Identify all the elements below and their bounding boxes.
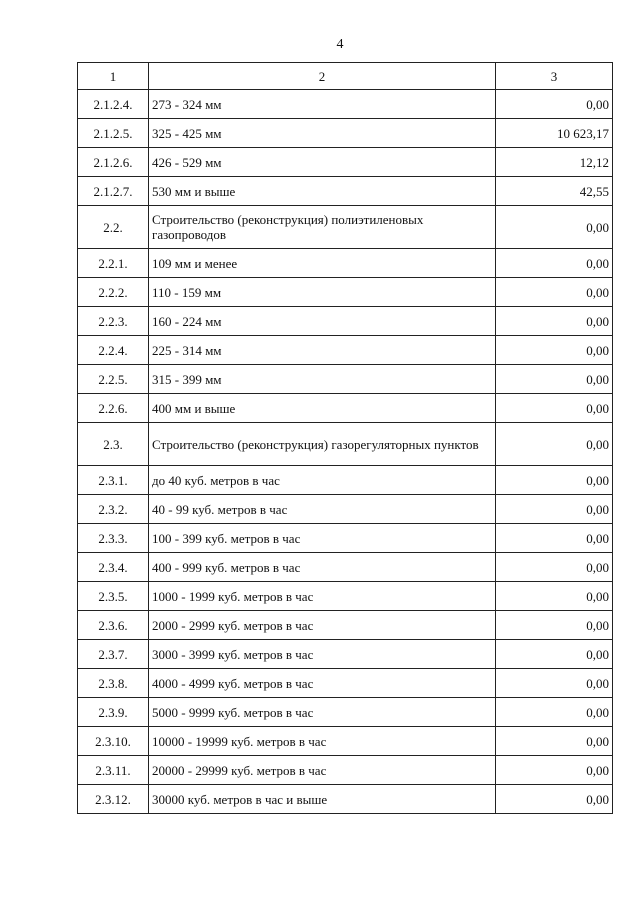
- table-row: [78, 553, 613, 582]
- table-row: [78, 756, 613, 785]
- row-number-cell: 2.3.12.: [78, 785, 149, 814]
- row-description-cell: 530 мм и выше: [149, 177, 496, 206]
- row-value-cell: 0,00: [496, 582, 613, 611]
- row-value-cell: 0,00: [496, 640, 613, 669]
- table-row: [78, 278, 613, 307]
- row-description-cell: 10000 - 19999 куб. метров в час: [149, 727, 496, 756]
- row-description-cell: 315 - 399 мм: [149, 365, 496, 394]
- row-value-cell: 0,00: [496, 365, 613, 394]
- table-row: [78, 582, 613, 611]
- row-description-cell: до 40 куб. метров в час: [149, 466, 496, 495]
- row-number-cell: 2.2.6.: [78, 394, 149, 423]
- table-row: [78, 524, 613, 553]
- row-description-cell: 400 мм и выше: [149, 394, 496, 423]
- row-number-cell: 2.2.2.: [78, 278, 149, 307]
- table-row: [78, 365, 613, 394]
- table-row: [78, 394, 613, 423]
- row-description-cell: 325 - 425 мм: [149, 119, 496, 148]
- row-description-cell: 100 - 399 куб. метров в час: [149, 524, 496, 553]
- row-description-cell: 110 - 159 мм: [149, 278, 496, 307]
- row-number-cell: 2.1.2.6.: [78, 148, 149, 177]
- table-row: [78, 177, 613, 206]
- row-value-cell: 0,00: [496, 278, 613, 307]
- row-value-cell: 0,00: [496, 785, 613, 814]
- row-number-cell: 2.2.4.: [78, 336, 149, 365]
- row-value-cell: 0,00: [496, 756, 613, 785]
- page-number: 4: [336, 37, 344, 52]
- row-description-cell: 5000 - 9999 куб. метров в час: [149, 698, 496, 727]
- row-value-cell: 42,55: [496, 177, 613, 206]
- row-value-cell: 0,00: [496, 307, 613, 336]
- row-value-cell: 0,00: [496, 524, 613, 553]
- row-value-cell: 0,00: [496, 698, 613, 727]
- row-number-cell: 2.3.1.: [78, 466, 149, 495]
- table-row: [78, 206, 613, 249]
- row-description-cell: 1000 - 1999 куб. метров в час: [149, 582, 496, 611]
- table-row: [78, 466, 613, 495]
- row-number-cell: 2.3.7.: [78, 640, 149, 669]
- table-row: [78, 669, 613, 698]
- row-number-cell: 2.1.2.7.: [78, 177, 149, 206]
- table-row: [78, 785, 613, 814]
- row-value-cell: 0,00: [496, 90, 613, 119]
- row-description-cell: 2000 - 2999 куб. метров в час: [149, 611, 496, 640]
- table-row: [78, 611, 613, 640]
- row-value-cell: 0,00: [496, 669, 613, 698]
- row-number-cell: 2.2.: [78, 206, 149, 249]
- row-description-cell: 225 - 314 мм: [149, 336, 496, 365]
- row-number-cell: 2.1.2.4.: [78, 90, 149, 119]
- row-description-cell: 400 - 999 куб. метров в час: [149, 553, 496, 582]
- row-description-cell: 4000 - 4999 куб. метров в час: [149, 669, 496, 698]
- row-value-cell: 0,00: [496, 394, 613, 423]
- table-row: [78, 336, 613, 365]
- row-number-cell: 2.2.5.: [78, 365, 149, 394]
- table-row: [78, 249, 613, 278]
- row-value-cell: 0,00: [496, 423, 613, 466]
- row-number-cell: 2.3.4.: [78, 553, 149, 582]
- row-description-cell: 30000 куб. метров в час и выше: [149, 785, 496, 814]
- table-row: [78, 119, 613, 148]
- tariff-table: [77, 62, 613, 814]
- row-description-cell: 273 - 324 мм: [149, 90, 496, 119]
- row-value-cell: 10 623,17: [496, 119, 613, 148]
- row-number-cell: 2.3.: [78, 423, 149, 466]
- row-description-cell: 20000 - 29999 куб. метров в час: [149, 756, 496, 785]
- row-number-cell: 2.3.9.: [78, 698, 149, 727]
- column-header-2: 2: [149, 63, 496, 90]
- row-number-cell: 2.3.10.: [78, 727, 149, 756]
- row-description-cell: 109 мм и менее: [149, 249, 496, 278]
- row-value-cell: 0,00: [496, 206, 613, 249]
- row-value-cell: 0,00: [496, 249, 613, 278]
- column-header-1: 1: [78, 63, 149, 90]
- table-body: [78, 63, 613, 814]
- row-value-cell: 0,00: [496, 466, 613, 495]
- row-value-cell: 0,00: [496, 336, 613, 365]
- table-row: [78, 423, 613, 466]
- row-number-cell: 2.3.8.: [78, 669, 149, 698]
- table-row: [78, 698, 613, 727]
- row-description-cell: 3000 - 3999 куб. метров в час: [149, 640, 496, 669]
- row-value-cell: 0,00: [496, 553, 613, 582]
- table-header-row: [78, 63, 613, 90]
- row-description-cell: 426 - 529 мм: [149, 148, 496, 177]
- row-number-cell: 2.3.2.: [78, 495, 149, 524]
- row-description-cell: 160 - 224 мм: [149, 307, 496, 336]
- column-header-3: 3: [496, 63, 613, 90]
- row-value-cell: 12,12: [496, 148, 613, 177]
- table-row: [78, 90, 613, 119]
- row-number-cell: 2.3.11.: [78, 756, 149, 785]
- table-row: [78, 640, 613, 669]
- row-number-cell: 2.3.3.: [78, 524, 149, 553]
- table-row: [78, 148, 613, 177]
- row-description-cell: Строительство (реконструкция) полиэтиленовых газопроводов: [149, 206, 496, 249]
- row-number-cell: 2.3.6.: [78, 611, 149, 640]
- row-value-cell: 0,00: [496, 611, 613, 640]
- row-description-cell: 40 - 99 куб. метров в час: [149, 495, 496, 524]
- table-row: [78, 495, 613, 524]
- table-row: [78, 727, 613, 756]
- row-description-cell: Строительство (реконструкция) газорегуляторных пунктов: [149, 423, 496, 466]
- row-number-cell: 2.2.1.: [78, 249, 149, 278]
- row-value-cell: 0,00: [496, 727, 613, 756]
- row-value-cell: 0,00: [496, 495, 613, 524]
- table-row: [78, 307, 613, 336]
- row-number-cell: 2.3.5.: [78, 582, 149, 611]
- row-number-cell: 2.1.2.5.: [78, 119, 149, 148]
- row-number-cell: 2.2.3.: [78, 307, 149, 336]
